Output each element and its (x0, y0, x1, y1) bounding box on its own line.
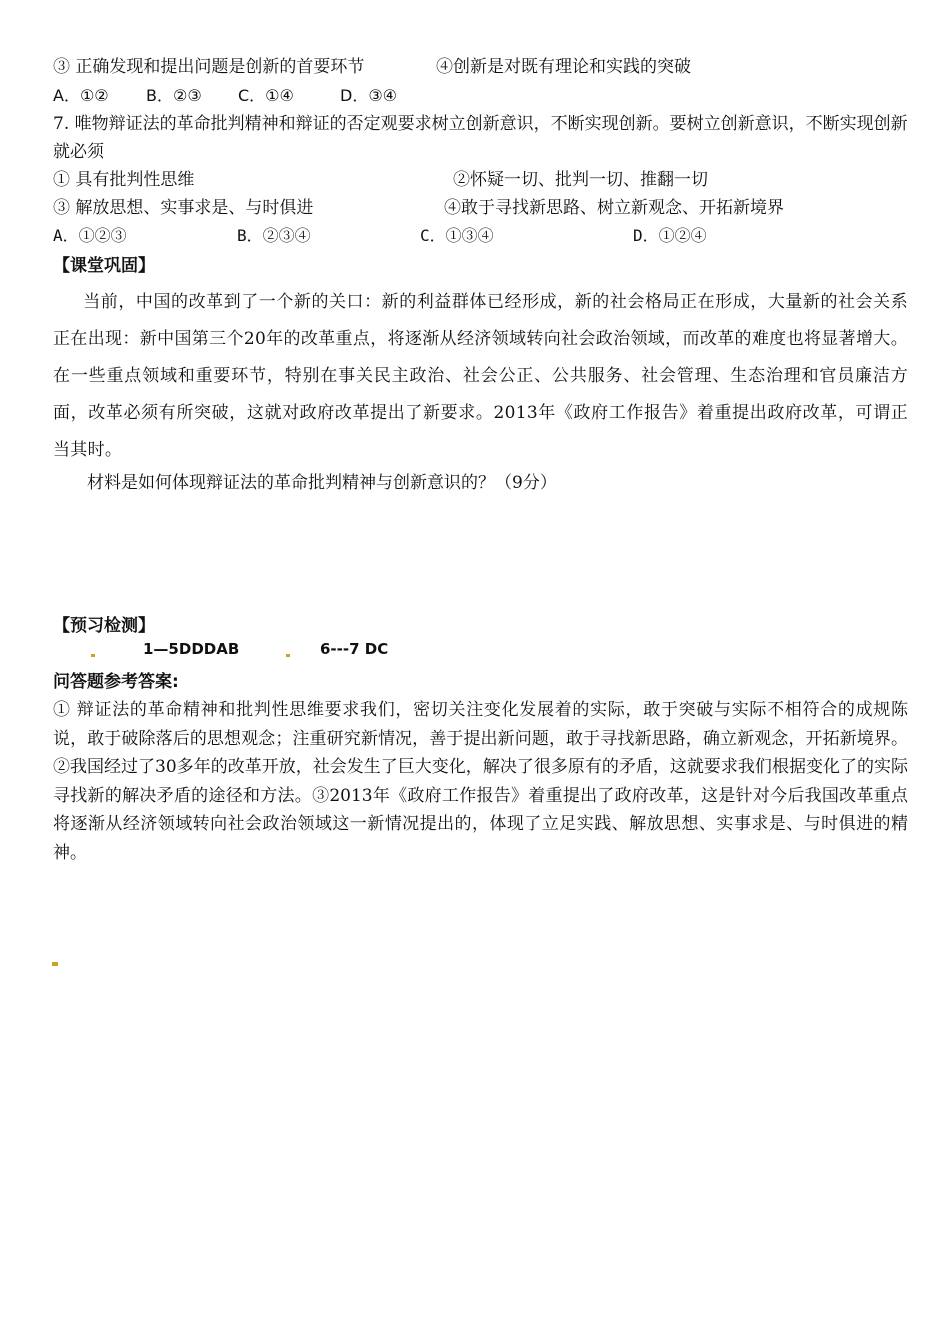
q7-item-2: ②怀疑一切、批判一切、推翻一切 (453, 170, 708, 190)
decorative-dot-3 (52, 962, 58, 966)
q7-option-b: B．②③④ (237, 226, 311, 245)
preview-heading: 【预习检测】 (53, 616, 155, 636)
answer-space (53, 497, 908, 612)
q7-option-c: C．①③④ (420, 226, 494, 245)
decorative-dot-2 (286, 654, 290, 657)
preview-key-1-5: 1—5DDDAB (143, 640, 240, 658)
q7-item-3: ③ 解放思想、实事求是、与时俱进 (53, 198, 314, 218)
preview-key-6-7: 6---7 DC (320, 640, 389, 658)
q7-items-row-2 (53, 194, 908, 222)
preview-answer-key (53, 640, 908, 666)
q7-item-4: ④敢于寻找新思路、树立新观念、开拓新境界 (444, 198, 784, 218)
consolidation-heading: 【课堂巩固】 (53, 256, 155, 276)
consolidation-material (53, 284, 908, 469)
q6-option-d: D．③④ (340, 86, 398, 105)
decorative-dot-1 (91, 654, 95, 657)
q6-option-c: C．①④ (238, 86, 294, 105)
q7-item-1: ① 具有批判性思维 (53, 170, 195, 190)
answer-heading: 问答题参考答案: (53, 672, 179, 692)
consolidation-material-text: 当前，中国的改革到了一个新的关口：新的利益群体已经形成，新的社会格局正在形成，大量新的社会关系正在出现：新中国第三个20年的改革重点，将逐渐从经济领域转向社会政治领域，而改革的难度也将显著增大。在一些重点领域和重要环节，特别在事关民主政治、社会公正、公共服务、社会管理、生态治理和官员廉洁方面，改革必须有所突破，这就对政府改革提出了新要求。2013年《政府工作报告》着重提出政府改革，可谓正当其时。 (53, 292, 908, 460)
q6-item-3: ③ 正确发现和提出问题是创新的首要环节 (53, 57, 365, 77)
document-page (53, 52, 908, 867)
q7-option-d: D．①②④ (633, 226, 707, 245)
q7-stem: 7. 唯物辩证法的革命批判精神和辩证的否定观要求树立创新意识，不断实现创新。要树立创新意识，不断实现创新就必须 (53, 114, 908, 162)
q7-items-row-1 (53, 166, 908, 194)
q6-option-a: A．①② (53, 86, 109, 105)
q6-items-row (53, 52, 908, 82)
q6-item-4: ④创新是对既有理论和实践的突破 (436, 57, 691, 77)
consolidation-question (53, 469, 908, 497)
q6-option-b: B．②③ (146, 86, 202, 105)
q6-options (53, 82, 908, 110)
q7-option-a: A．①②③ (53, 226, 127, 245)
answer-text: ① 辩证法的革命精神和批判性思维要求我们，密切关注变化发展着的实际，敢于突破与实际不相符合的成规陈说，敢于破除落后的思想观念；注重研究新情况，善于提出新问题，敢于寻找新思路，确立新观念，开拓新境界。②我国经过了30多年的改革开放，社会发生了巨大变化，解决了很多原有的矛盾，这就要求我们根据变化了的实际寻找新的解决矛盾的途径和方法。③2013年《政府工作报告》着重提出了政府改革，这是针对今后我国改革重点将逐渐从经济领域转向社会政治领域这一新情况提出的，体现了立足实践、解放思想、实事求是、与时俱进的精神。 (53, 700, 908, 863)
q7-options (53, 222, 908, 250)
consolidation-question-text: 材料是如何体现辩证法的革命批判精神与创新意识的？（9分） (87, 473, 557, 493)
